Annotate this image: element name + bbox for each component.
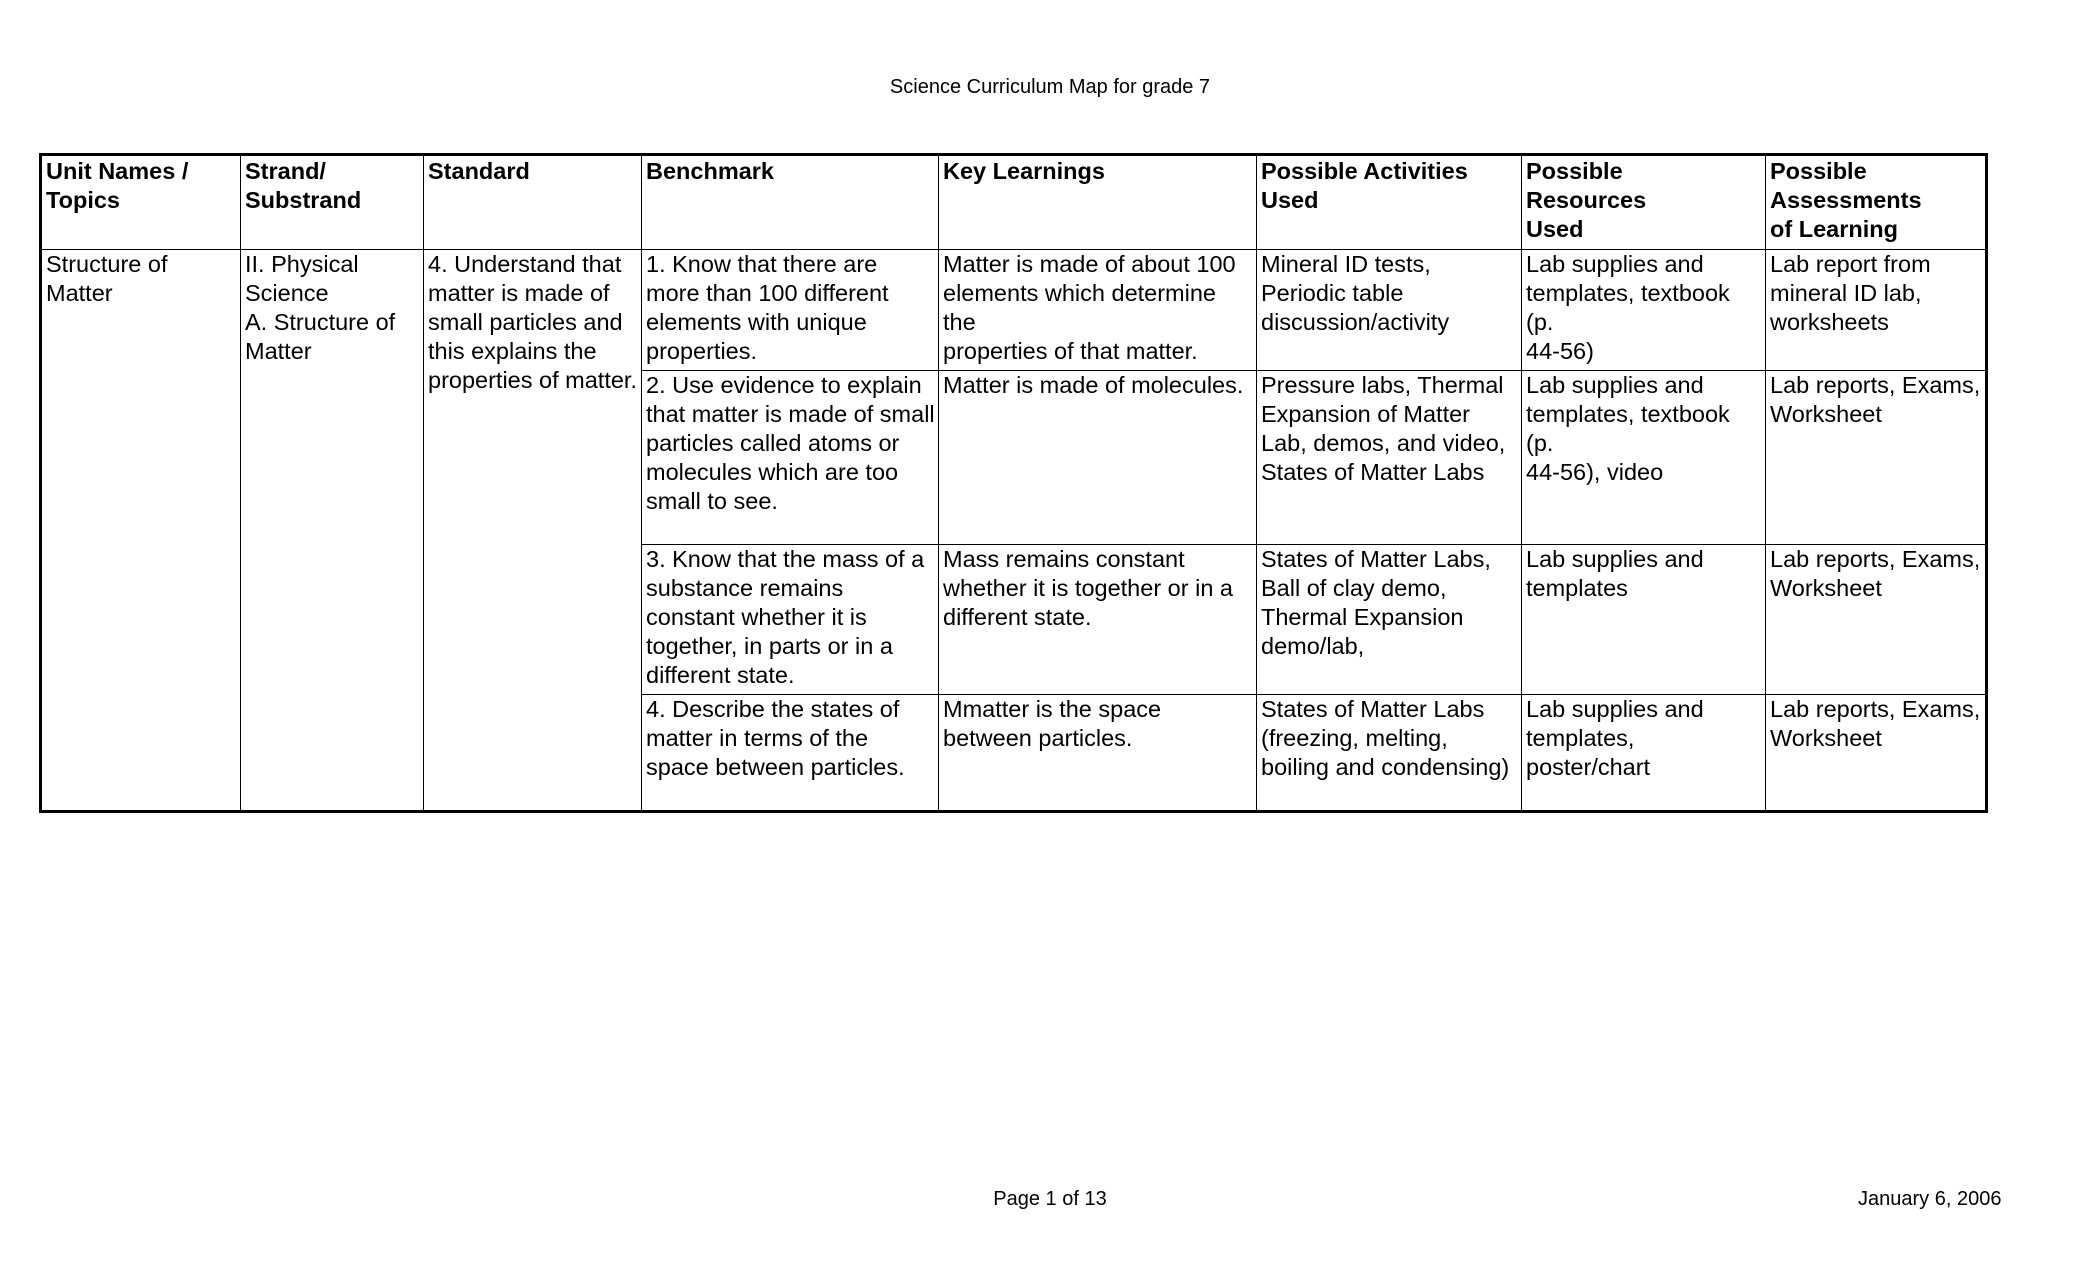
header-activities: Possible Activities Used [1257,155,1522,250]
assessments-cell: Lab reports, Exams, Worksheet [1766,371,1987,545]
resources-cell: Lab supplies and templates [1522,545,1766,695]
activities-cell: Pressure labs, Thermal Expansion of Matter Lab, demos, and video, States of Matter Labs [1257,371,1522,545]
benchmark-cell: 1. Know that there are more than 100 different elements with unique properties. [642,250,939,371]
activities-cell: States of Matter Labs (freezing, melting, boiling and condensing) [1257,695,1522,812]
activities-cell: Mineral ID tests, Periodic table discussion/activity [1257,250,1522,371]
resources-cell: Lab supplies and templates, textbook (p. 44-56) [1522,250,1766,371]
resources-cell: Lab supplies and templates, textbook (p. 44-56), video [1522,371,1766,545]
key-learnings-cell: Mmatter is the space between particles. [939,695,1257,812]
curriculum-table [39,153,1988,813]
header-strand: Strand/ Substrand [241,155,424,250]
page-number: Page 1 of 13 [993,1188,1107,1210]
header-assessments: Possible Assessments of Learning [1766,155,1987,250]
header-row [41,155,1987,250]
benchmark-cell: 4. Describe the states of matter in terms of the space between particles. [642,695,939,812]
footer-date: January 6, 2006 [1858,1188,2002,1210]
strand-cell: II. Physical Science A. Structure of Matter [241,250,424,812]
key-learnings-cell: Mass remains constant whether it is together or in a different state. [939,545,1257,695]
header-resources: Possible Resources Used [1522,155,1766,250]
activities-cell: States of Matter Labs, Ball of clay demo, Thermal Expansion demo/lab, [1257,545,1522,695]
assessments-cell: Lab reports, Exams, Worksheet [1766,545,1987,695]
benchmark-cell: 3. Know that the mass of a substance remains constant whether it is together, in parts or in a different state. [642,545,939,695]
table-row [41,250,1987,371]
unit-cell: Structure of Matter [41,250,241,812]
header-standard: Standard [424,155,642,250]
assessments-cell: Lab report from mineral ID lab, worksheets [1766,250,1987,371]
header-benchmark: Benchmark [642,155,939,250]
key-learnings-cell: Matter is made of about 100 elements which determine the properties of that matter. [939,250,1257,371]
header-unit-names: Unit Names / Topics [41,155,241,250]
resources-cell: Lab supplies and templates, poster/chart [1522,695,1766,812]
assessments-cell: Lab reports, Exams, Worksheet [1766,695,1987,812]
header-key-learnings: Key Learnings [939,155,1257,250]
benchmark-cell: 2. Use evidence to explain that matter is made of small particles called atoms or molecules which are too small to see. [642,371,939,545]
key-learnings-cell: Matter is made of molecules. [939,371,1257,545]
standard-cell: 4. Understand that matter is made of small particles and this explains the properties of matter. [424,250,642,812]
page-title: Science Curriculum Map for grade 7 [889,76,1211,98]
